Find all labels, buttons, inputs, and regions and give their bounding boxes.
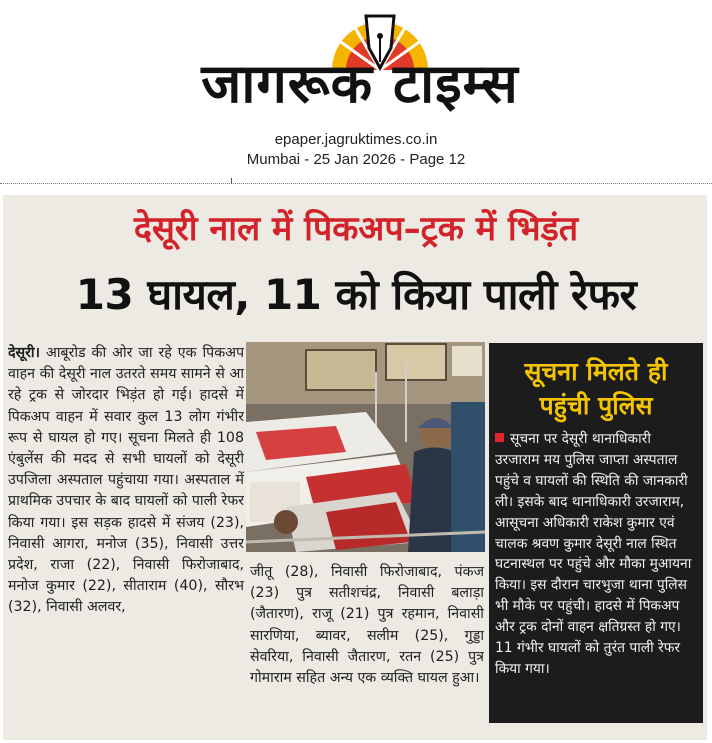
article-dateline: देसूरी।	[8, 345, 40, 361]
logo-wordmark: जागरूक टाइम्स	[201, 52, 519, 115]
masthead-divider	[0, 183, 712, 184]
sidebar-heading-line1: सूचना मिलते ही	[524, 357, 668, 386]
sidebar-body-text: सूचना पर देसूरी थानाधिकारी उरजाराम मय पुलिस जाप्ता अस्पताल पहुंचे व घायलों की स्थिति की जानकारी ली। इसके बाद थानाधिकारी उरजाराम, आसूचना अधिकारी राकेश कुमार एवं चालक श्रवण कुमार देसूरी नाल स्थित घटनास्थल पर पहुंचे और मौका मुआयना किया। इस दौरान चारभुजा थाना पुलिस भी मौके पर पहुंची। हादसे में पिकअप और ट्रक दोनों वाहन क्षतिग्रस्त हो गए। 11 गंभीर घायलों को तुरंत पाली रेफर किया गया।	[495, 431, 692, 677]
sidebar-heading-line2: पहुंची पुलिस	[539, 391, 653, 420]
hospital-photo	[246, 342, 485, 552]
edition-line: Mumbai - 25 Jan 2026 - Page 12	[246, 151, 466, 168]
sidebar-body	[495, 429, 697, 719]
article-headline: 13 घायल, 11 को किया पाली रेफर	[75, 270, 637, 319]
article-subheadline: देसूरी नाल में पिकअप–ट्रक में भिड़ंत	[133, 209, 579, 249]
sidebar-box	[489, 343, 703, 723]
divider-tick	[231, 178, 232, 184]
hospital-ward-image	[246, 342, 485, 552]
masthead	[0, 0, 712, 182]
article-body-left: आबूरोड की ओर जा रहे एक पिकअप वाहन की देसूरी नाल उतरते समय सामने से आ रहे ट्रक से जोरदार भिड़ंत हो गई। हादसे में पिकअप वाहन में सवार कुल 13 लोग गंभीर रूप से घायल हो गए। सूचना मिलते ही 108 एंबुलेंस की मदद से सभी घायलों को देसूरी उपजिला अस्पताल पहुंचाया गया। अस्पताल में प्राथमिक उपचार के बाद घायलों को पाली रेफर किया गया। इस सड़क हादसे में संजय (23), निवासी आगरा, मनोज (35), निवासी उत्तर प्रदेश, राजा (22), निवासी फिरोजाबाद, मनोज कुमार (22), सीताराम (40), सौरभ (32), निवासी अलवर,	[8, 345, 244, 616]
article-column-left	[8, 343, 244, 731]
epaper-url: epaper.jagruktimes.co.in	[274, 131, 438, 148]
article-column-middle: जीतू (28), निवासी फिरोजाबाद, पंकज (23) पुत्र सतीशचंद्र, निवासी बलाड़ा (जैतारण), राजू (21) पुत्र रहमान, निवासी सारणिया, ब्यावर, सलीम (25), गुड्डा सेवरिया, निवासी जैतारण, रतन (25) पुत्र गोमाराम सहित अन्य एक व्यक्ति घायल हुआ।	[250, 564, 484, 687]
newspaper-logo	[160, 6, 560, 118]
square-bullet-icon	[495, 433, 504, 442]
